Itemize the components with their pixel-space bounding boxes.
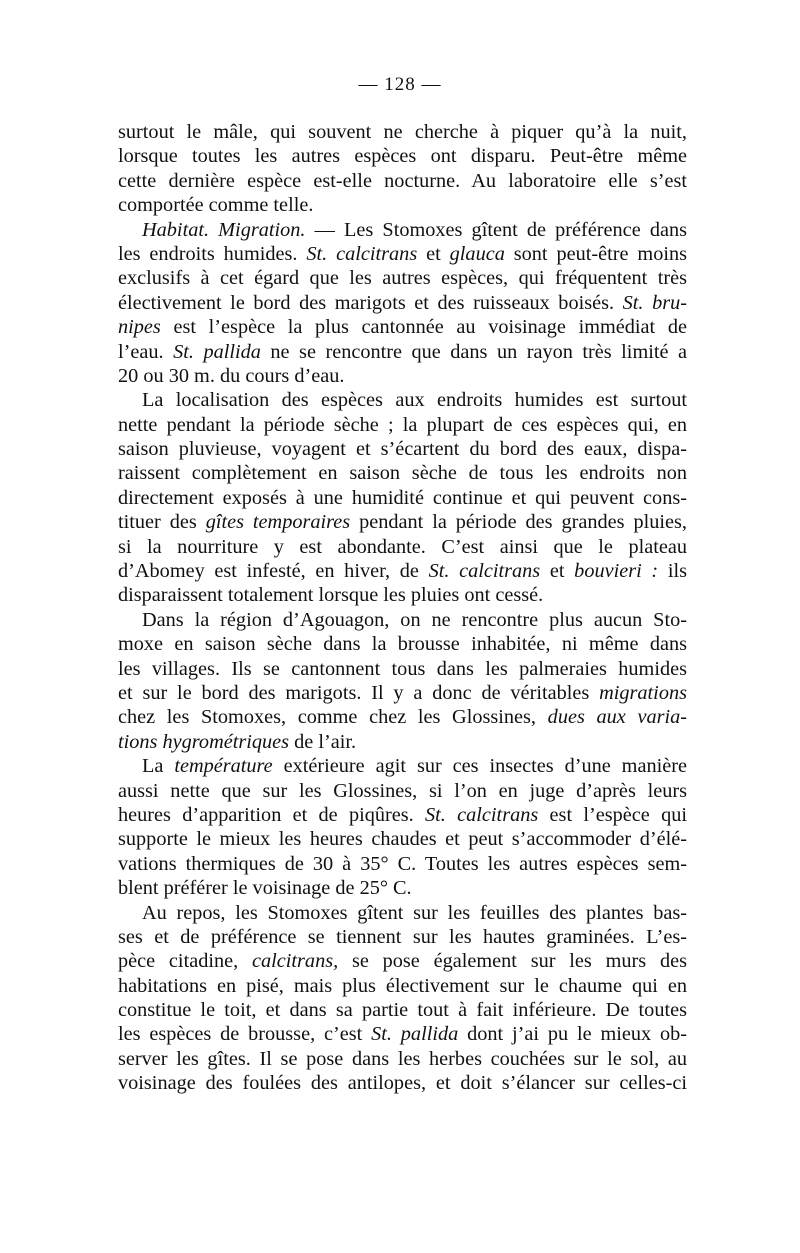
- text-run: est l’espèce la plus cantonnée au voisinage immédiat de: [160, 316, 687, 339]
- text-run: l’eau.: [118, 340, 174, 363]
- text-line: [118, 754, 687, 778]
- text-run: blent préférer le voisinage de 25° C.: [118, 877, 412, 900]
- text-run: tituer des: [118, 511, 206, 534]
- italic-run: calcitrans,: [251, 950, 339, 973]
- text-line: [118, 340, 687, 364]
- text-line: [118, 1071, 687, 1095]
- text-run: heures d’apparition et de piqûres.: [118, 803, 426, 826]
- text-run: exclusifs à cet égard que les autres espèces, qui fréquentent très: [118, 267, 687, 290]
- text-run: disparaissent totalement lorsque les pluies ont cessé.: [118, 584, 544, 607]
- text-line: [118, 486, 687, 510]
- text-run: raissent complètement en saison sèche de tous les endroits non: [118, 462, 687, 485]
- italic-run: St. calcitrans: [306, 242, 418, 265]
- text-line: [118, 461, 687, 485]
- paragraph: [118, 901, 687, 1096]
- text-run: chez les Stomoxes, comme chez les Glossines,: [118, 706, 548, 729]
- text-run: et: [417, 242, 450, 265]
- text-line: [118, 388, 687, 412]
- text-line: [118, 779, 687, 803]
- italic-run: Habitat. Migration.: [142, 218, 306, 241]
- italic-run: St. calcitrans: [425, 803, 539, 826]
- italic-run: St. bru-: [622, 291, 688, 314]
- text-line: [118, 998, 687, 1022]
- text-line: [118, 413, 687, 437]
- text-line: [118, 876, 687, 900]
- text-line: [118, 705, 687, 729]
- text-run: les villages. Ils se cantonnent tous dans les palmeraies humides: [118, 657, 687, 680]
- text-line: [118, 657, 687, 681]
- italic-run: gîtes temporaires: [205, 511, 351, 534]
- text-run: lorsque toutes les autres espèces ont disparu. Peut-être même: [118, 145, 687, 168]
- text-run: ses et de préférence se tiennent sur les hautes graminées. L’es-: [118, 925, 687, 948]
- text-run: server les gîtes. Il se pose dans les herbes couchées sur le sol, au: [118, 1047, 687, 1070]
- text-run: constitue le toit, et dans sa partie tout à fait inférieure. De toutes: [118, 999, 687, 1022]
- text-line: [118, 901, 687, 925]
- italic-run: St. calcitrans: [428, 560, 541, 583]
- text-run: est l’espèce qui: [538, 803, 687, 826]
- text-run: surtout le mâle, qui souvent ne cherche à piquer qu’à la nuit,: [118, 121, 687, 143]
- text-line: [118, 291, 687, 315]
- text-run: sont peut-être moins: [504, 242, 688, 265]
- text-line: [118, 583, 687, 607]
- paragraph: [118, 608, 687, 754]
- text-line: [118, 364, 687, 388]
- text-run: de l’air.: [289, 730, 357, 753]
- text-line: [118, 827, 687, 851]
- text-run: directement exposés à une humidité continue et qui peuvent cons-: [118, 486, 687, 509]
- text-line: [118, 559, 687, 583]
- text-line: [118, 608, 687, 632]
- italic-run: température: [174, 755, 273, 778]
- text-run: voisinage des foulées des antilopes, et doit s’élancer sur celles-ci: [118, 1072, 687, 1095]
- text-run: ne se rencontre que dans un rayon très limité a: [260, 340, 687, 363]
- text-line: [118, 266, 687, 290]
- text-line: [118, 144, 687, 168]
- text-line: [118, 974, 687, 998]
- italic-run: St. pallida: [173, 340, 261, 363]
- text-line: [118, 949, 687, 973]
- text-line: [118, 730, 687, 754]
- italic-run: dues aux varia-: [547, 706, 688, 729]
- text-run: moxe en saison sèche dans la brousse inhabitée, ni même dans: [118, 633, 687, 656]
- text-run: et: [540, 560, 575, 583]
- paragraph: [118, 388, 687, 608]
- text-run: Au repos, les Stomoxes gîtent sur les feuilles des plantes bas-: [142, 901, 687, 924]
- paragraph: [118, 218, 687, 389]
- body-text: [118, 120, 687, 1096]
- text-line: [118, 681, 687, 705]
- text-run: si la nourriture y est abondante. C’est ainsi que le plateau: [118, 535, 687, 558]
- italic-run: St. pallida: [371, 1023, 459, 1046]
- text-line: [118, 852, 687, 876]
- italic-run: nipes: [118, 316, 161, 339]
- text-run: Dans la région d’Agouagon, on ne rencontre plus aucun Sto-: [142, 608, 687, 631]
- text-line: [118, 193, 687, 217]
- text-run: les endroits humides.: [118, 242, 307, 265]
- text-run: dont j’ai pu le mieux ob-: [458, 1023, 688, 1046]
- text-line: [118, 535, 687, 559]
- text-line: [118, 169, 687, 193]
- text-run: pendant la période des grandes pluies,: [350, 511, 687, 534]
- text-line: [118, 242, 687, 266]
- text-run: saison pluvieuse, voyagent et s’écartent du bord des eaux, dispa-: [118, 438, 687, 461]
- italic-run: tions hygrométriques: [118, 730, 290, 753]
- italic-run: migrations: [599, 681, 687, 704]
- text-run: aussi nette que sur les Glossines, si l’on en juge d’après leurs: [118, 779, 687, 802]
- text-run: comportée comme telle.: [118, 194, 314, 217]
- text-line: [118, 510, 687, 534]
- text-run: et sur le bord des marigots. Il y a donc de véritables: [118, 681, 600, 704]
- paragraph: [118, 120, 687, 218]
- text-run: électivement le bord des marigots et des ruisseaux boisés.: [118, 291, 623, 314]
- text-line: [118, 925, 687, 949]
- text-run: supporte le mieux les heures chaudes et peut s’accommoder d’élé-: [118, 828, 687, 851]
- text-line: [118, 437, 687, 461]
- text-line: [118, 315, 687, 339]
- text-run: les espèces de brousse, c’est: [118, 1023, 372, 1046]
- text-run: cette dernière espèce est-elle nocturne. Au laboratoire elle s’est: [118, 169, 687, 192]
- paragraph: [118, 754, 687, 900]
- text-line: [118, 120, 687, 144]
- text-line: [118, 632, 687, 656]
- text-run: — Les Stomoxes gîtent de préférence dans: [305, 218, 687, 241]
- text-run: La: [142, 755, 175, 778]
- text-run: se pose également sur les murs des: [338, 950, 687, 973]
- text-run: vations thermiques de 30 à 35° C. Toutes les autres espèces sem-: [118, 852, 687, 875]
- text-run: 20 ou 30 m. du cours d’eau.: [118, 364, 345, 387]
- text-run: nette pendant la période sèche ; la plupart de ces espèces qui, en: [118, 413, 687, 436]
- text-run: habitations en pisé, mais plus électivement sur le chaume qui en: [118, 974, 687, 997]
- italic-run: bouvieri :: [574, 560, 659, 583]
- text-run: pèce citadine,: [118, 950, 252, 973]
- text-line: [118, 1047, 687, 1071]
- text-run: d’Abomey est infesté, en hiver, de: [118, 560, 429, 583]
- text-line: [118, 218, 687, 242]
- text-line: [118, 1022, 687, 1046]
- text-line: [118, 803, 687, 827]
- text-run: ils: [658, 560, 688, 583]
- text-run: La localisation des espèces aux endroits humides est surtout: [142, 389, 687, 412]
- text-run: extérieure agit sur ces insectes d’une manière: [272, 755, 687, 778]
- page-number: — 128 —: [358, 74, 442, 95]
- italic-run: glauca: [449, 242, 505, 265]
